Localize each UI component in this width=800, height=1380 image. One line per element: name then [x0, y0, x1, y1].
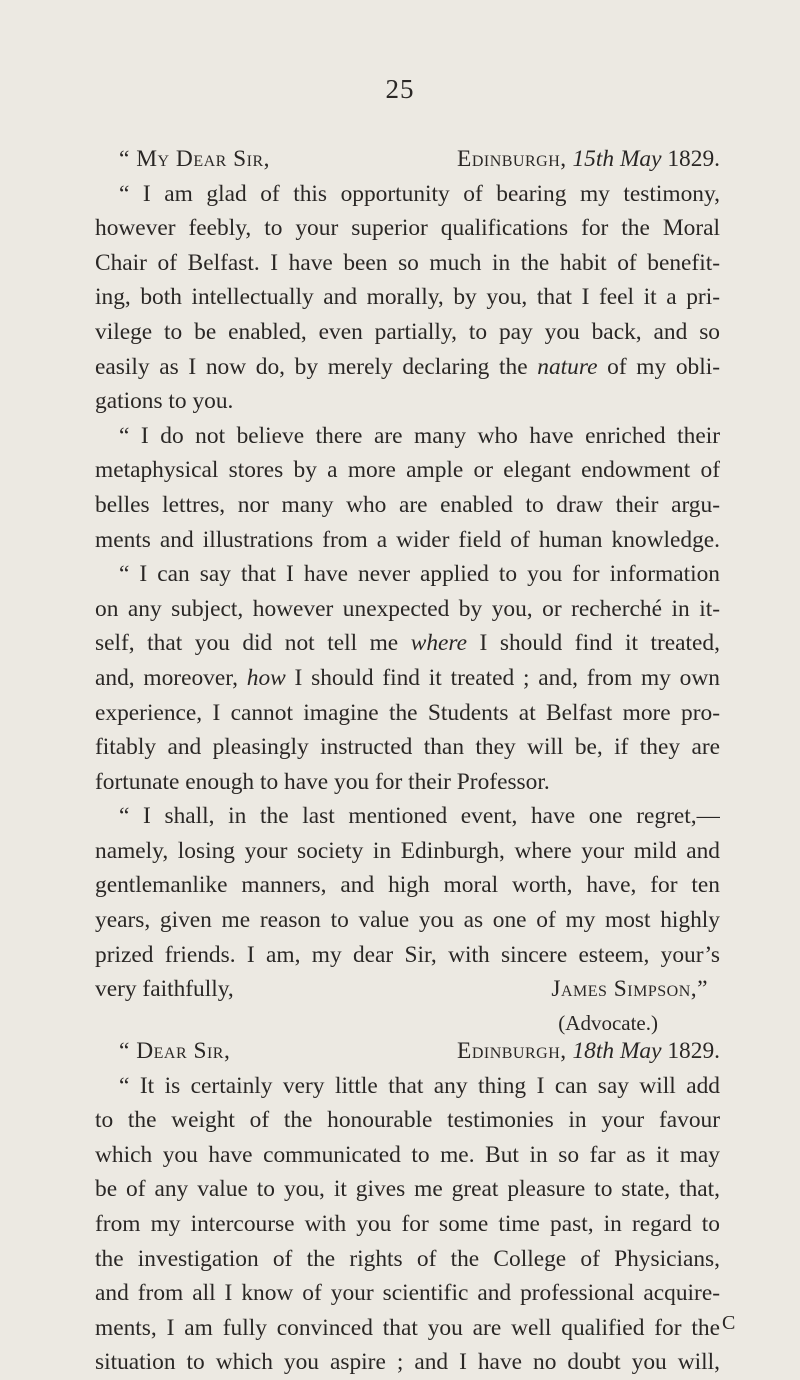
text-line: situation to which you aspire ; and I have no doubt you will, — [95, 1349, 720, 1376]
text-line: metaphysical stores by a more ample or elegant endowment of — [95, 457, 720, 484]
text-line: from my intercourse with you for some time past, in regard to — [95, 1210, 720, 1237]
text-emphasis: how — [246, 664, 286, 691]
text-line: belles lettres, nor many who are enabled to draw their argu- — [95, 491, 720, 518]
text-line: “ I shall, in the last mentioned event, have one regret,— — [119, 803, 720, 830]
text-line: which you have communicated to me. But in so far as it may — [95, 1141, 720, 1168]
text-line: on any subject, however unexpected by you, or recherché in it- — [95, 595, 720, 622]
text-line: gations to you. — [95, 388, 234, 415]
text-emphasis: nature — [537, 353, 598, 380]
text-line: be of any value to you, it gives me great pleasure to state, that, — [95, 1176, 720, 1203]
text-line: ments, I am fully convinced that you are well qualified for the — [95, 1314, 720, 1341]
text-line: “ I am glad of this opportunity of bearing my testimony, — [119, 180, 720, 207]
text-line — [95, 661, 720, 696]
letter-1-place-date — [457, 142, 720, 177]
letter-1-place: Edinburgh, — [457, 146, 567, 172]
text-line: the investigation of the rights of the College of Physicians, — [95, 1245, 720, 1272]
letter-1-heading — [95, 142, 720, 177]
text-line: Chair of Belfast. I have been so much in the habit of benefit- — [95, 249, 720, 276]
text-line: ing, both intellectually and morally, by you, that I feel it a pri- — [95, 284, 720, 311]
letter-1-signoff — [95, 972, 720, 1007]
text-segment: I should find it treated ; and, from my own — [294, 664, 720, 691]
letter-1-closing: very faithfully, — [95, 976, 234, 1003]
text-line: gentlemanlike manners, and high moral worth, have, for ten — [95, 872, 720, 899]
letter-2-place: Edinburgh, — [457, 1038, 567, 1064]
text-line: years, given me reason to value you as one of my most highly — [95, 907, 720, 934]
letter-1-role: (Advocate.) — [558, 1010, 658, 1035]
text-line: ments and illustrations from a wider field of human knowledge. — [95, 526, 720, 553]
text-line: fortunate enough to have you for their Professor. — [95, 768, 550, 795]
text-segment: and, moreover, — [95, 664, 238, 691]
text-line: prized friends. I am, my dear Sir, with sincere esteem, your’s — [95, 941, 720, 968]
text-emphasis: where — [410, 630, 468, 657]
letter-1-signature: James Simpson,” — [551, 976, 708, 1003]
letter-2-year: 1829. — [667, 1038, 720, 1064]
text-line: namely, losing your society in Edinburgh, where your mild and — [95, 837, 720, 864]
letter-1 — [95, 142, 720, 1039]
text-segment: I should find it treated, — [479, 630, 720, 657]
letter-1-year: 1829. — [667, 146, 720, 172]
text-line: “ It is certainly very little that any thing I can say will add — [119, 1072, 720, 1099]
text-segment: self, that you did not tell me — [95, 630, 399, 657]
printer-signature-mark: C — [722, 1312, 736, 1334]
letter-2 — [95, 1034, 720, 1380]
letter-2-salutation: “ Dear Sir, — [119, 1038, 231, 1064]
letter-2-month: May — [619, 1038, 662, 1064]
text-line: and from all I know of your scientific and professional acquire- — [95, 1280, 720, 1307]
letter-2-day: 18th — [572, 1038, 615, 1064]
text-line: vilege to be enabled, even partially, to pay you back, and so — [95, 318, 720, 345]
text-line — [95, 626, 720, 661]
text-line: however feebly, to your superior qualifications for the Moral — [95, 215, 720, 242]
letter-1-day: 15th — [572, 146, 615, 172]
text-segment: of my obli- — [607, 353, 720, 380]
text-line: experience, I cannot imagine the Students at Belfast more pro- — [95, 699, 720, 726]
text-line: to the weight of the honourable testimonies in your favour — [95, 1107, 720, 1134]
letter-1-month: May — [619, 146, 662, 172]
text-line: fitably and pleasingly instructed than they will be, if they are — [95, 734, 720, 761]
text-line — [95, 350, 720, 385]
text-line: “ I can say that I have never applied to you for information — [119, 561, 720, 588]
text-line: “ I do not believe there are many who have enriched their — [119, 422, 720, 449]
letter-2-place-date — [457, 1034, 720, 1069]
letter-1-salutation: “ My Dear Sir, — [119, 146, 271, 172]
letter-2-heading — [95, 1034, 720, 1069]
page-number: 25 — [385, 74, 415, 104]
text-segment: easily as I now do, by merely declaring the — [95, 353, 528, 380]
